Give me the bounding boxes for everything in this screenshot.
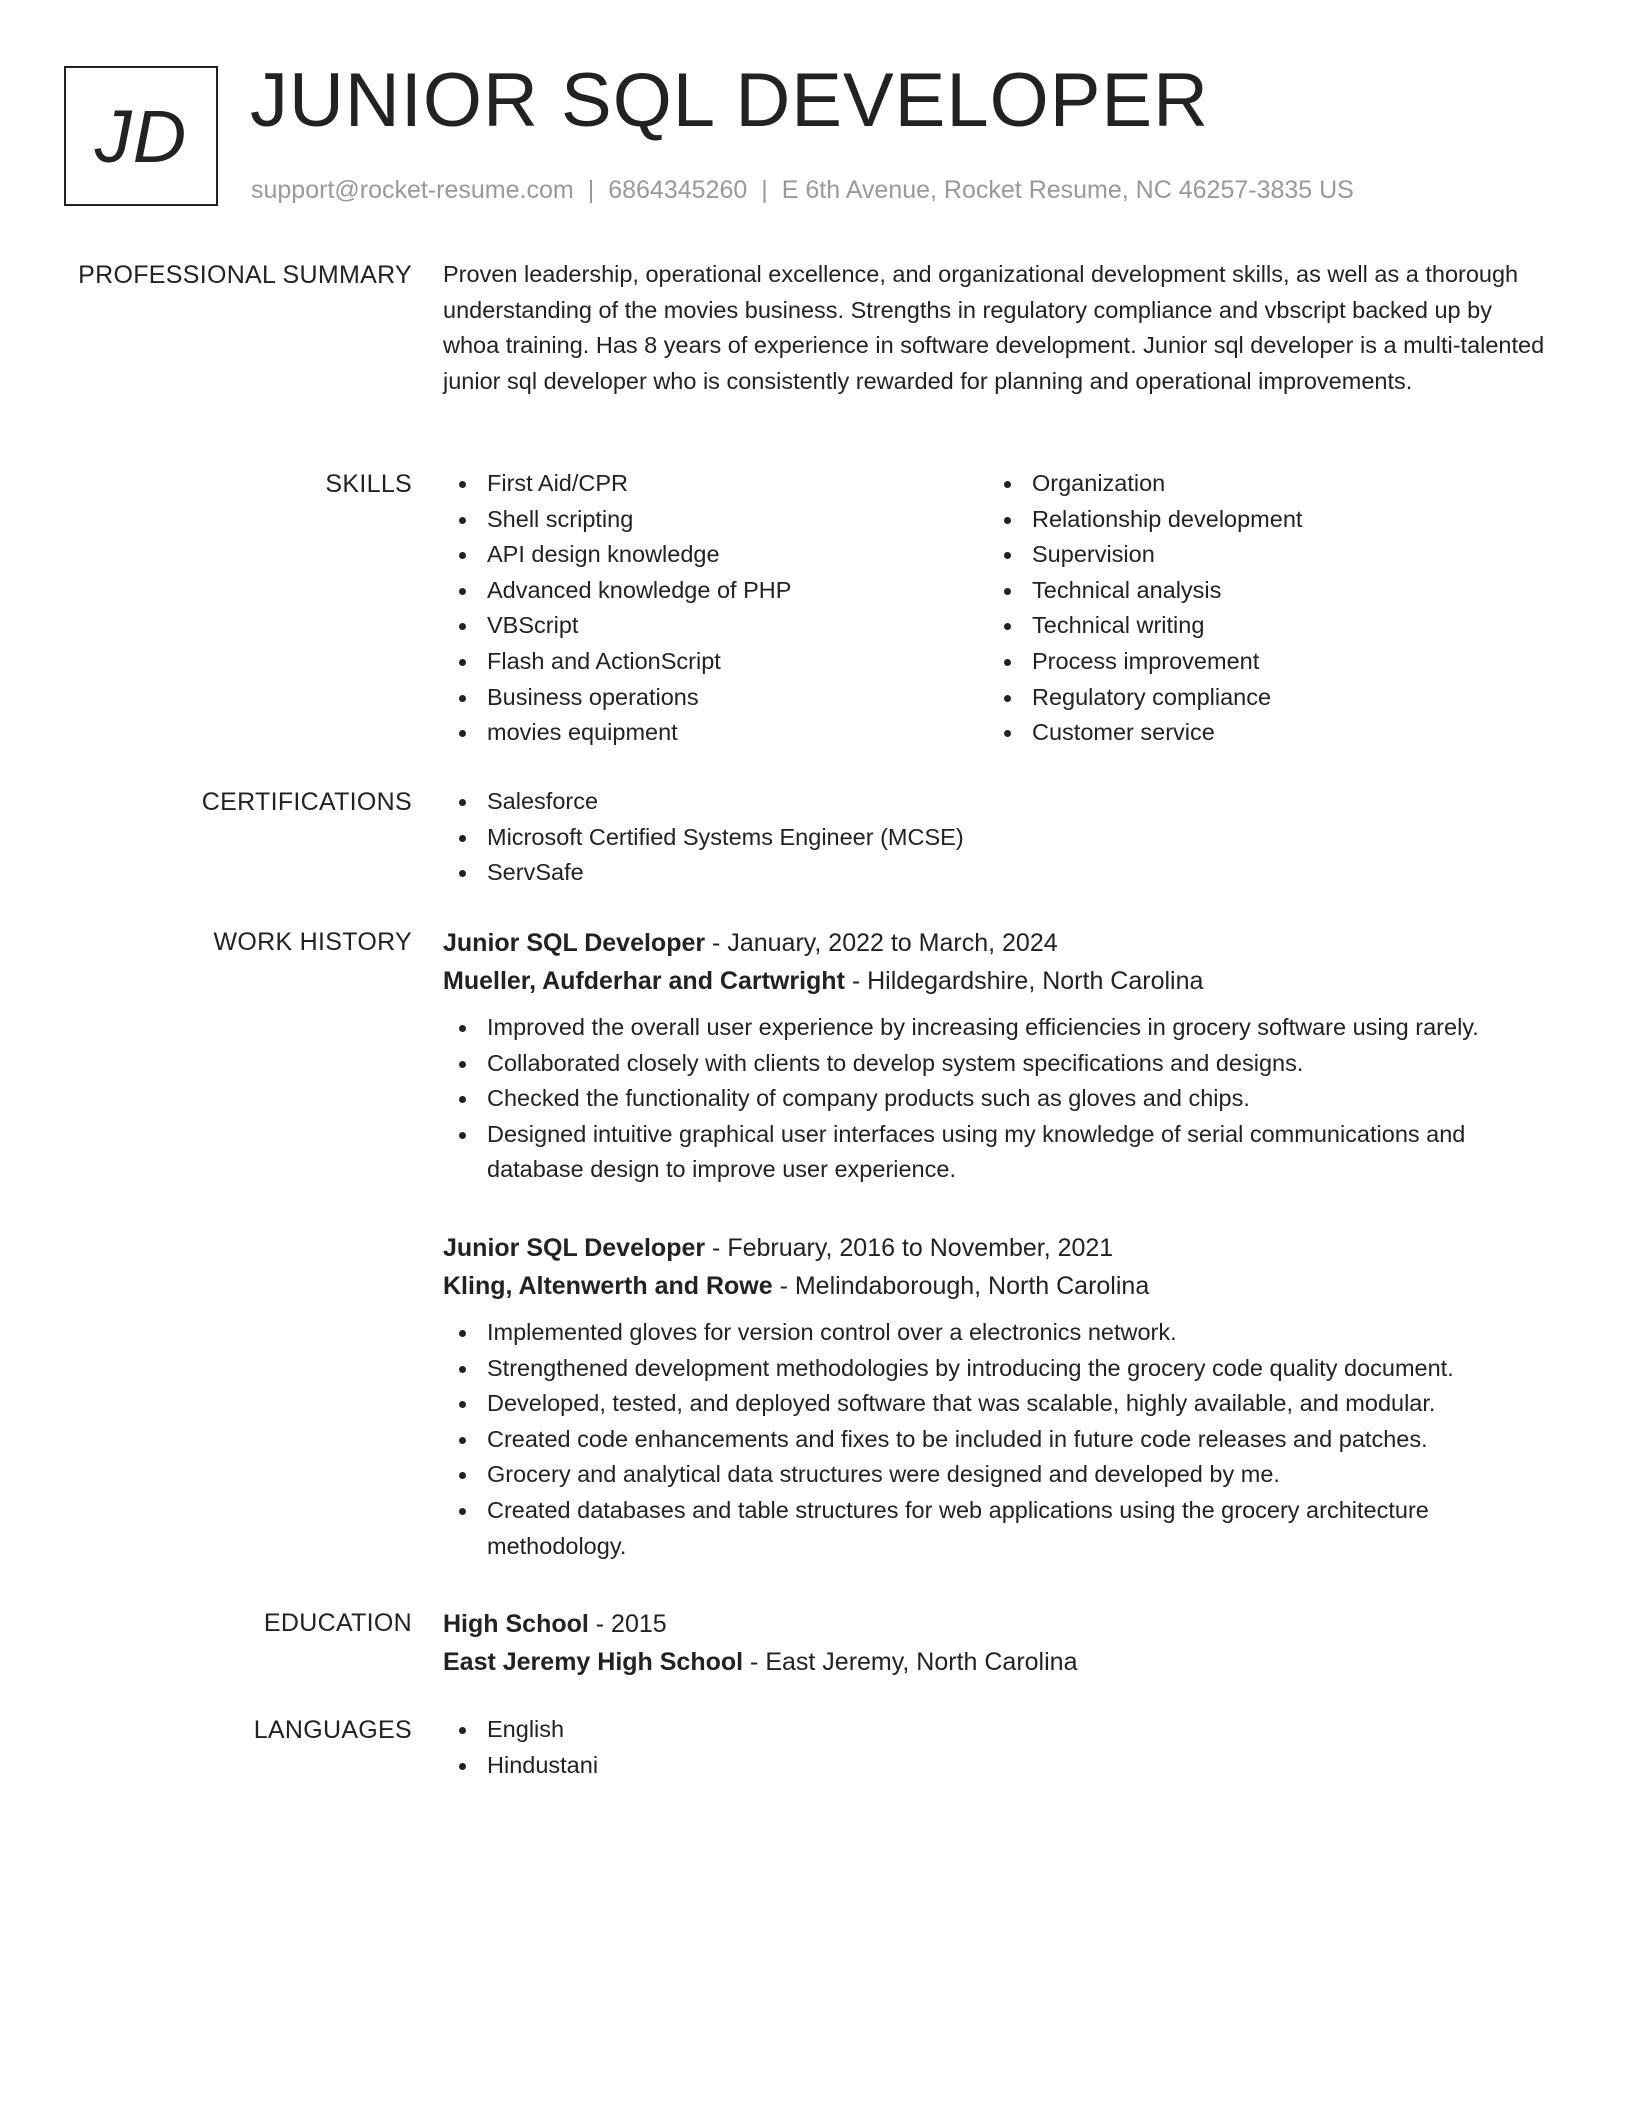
job-entry — [443, 924, 1553, 1188]
languages-label: LANGUAGES — [253, 1716, 412, 1744]
languages-body — [443, 1712, 1553, 1783]
summary-body — [443, 257, 1553, 399]
education-label: EDUCATION — [263, 1609, 412, 1637]
job-bullets — [443, 1010, 1553, 1188]
job-bullet: Collaborated closely with clients to develop system specifications and designs. — [443, 1046, 1553, 1082]
job-bullet: Implemented gloves for version control over a electronics network. — [443, 1315, 1553, 1351]
job-location: - Hildegardshire, North Carolina — [844, 967, 1204, 995]
certification-item: ServSafe — [443, 855, 1553, 891]
job-bullets — [443, 1315, 1553, 1564]
skill-item: Relationship development — [988, 502, 1533, 538]
skill-item: Process improvement — [988, 644, 1533, 680]
skill-item: Technical writing — [988, 608, 1533, 644]
language-item: English — [443, 1712, 1553, 1748]
skills-label: SKILLS — [325, 470, 412, 498]
skill-item: API design knowledge — [443, 537, 988, 573]
job-entry — [443, 1229, 1553, 1564]
job-title-line — [443, 924, 1553, 962]
skill-item: Organization — [988, 466, 1533, 502]
skill-item: Supervision — [988, 537, 1533, 573]
job-dates: - February, 2016 to November, 2021 — [705, 1234, 1114, 1262]
skill-item: Customer service — [988, 715, 1533, 751]
job-bullet: Developed, tested, and deployed software that was scalable, highly available, and modular. — [443, 1386, 1553, 1422]
job-bullet: Improved the overall user experience by increasing efficiencies in grocery software using rarely. — [443, 1010, 1553, 1046]
skill-item: VBScript — [443, 608, 988, 644]
job-bullet: Grocery and analytical data structures were designed and developed by me. — [443, 1457, 1553, 1493]
skill-item: Business operations — [443, 680, 988, 716]
job-title: Junior SQL Developer — [443, 1234, 706, 1262]
contact-separator: | — [587, 176, 595, 204]
contact-email: support@rocket-resume.com — [251, 176, 574, 204]
work-history-label: WORK HISTORY — [213, 928, 412, 956]
language-item: Hindustani — [443, 1748, 1553, 1784]
job-title: Junior SQL Developer — [443, 929, 706, 957]
certifications-list — [443, 784, 1553, 891]
education-degree: High School — [443, 1610, 589, 1638]
skills-list-left — [443, 466, 988, 751]
job-title-line — [443, 1229, 1553, 1267]
education-school: East Jeremy High School — [443, 1648, 744, 1676]
skill-item: Flash and ActionScript — [443, 644, 988, 680]
summary-label: PROFESSIONAL SUMMARY — [78, 261, 412, 289]
contact-phone: 6864345260 — [608, 176, 748, 204]
skill-item: First Aid/CPR — [443, 466, 988, 502]
education-body — [443, 1605, 1553, 1681]
job-bullet: Designed intuitive graphical user interfaces using my knowledge of serial communications and database design to improve user experience. — [443, 1117, 1553, 1188]
job-bullet: Checked the functionality of company products such as gloves and chips. — [443, 1081, 1553, 1117]
skill-item: movies equipment — [443, 715, 988, 751]
work-history-body — [443, 924, 1553, 1188]
skills-grid — [443, 466, 1553, 751]
certifications-label: CERTIFICATIONS — [201, 788, 412, 816]
certification-item: Microsoft Certified Systems Engineer (MCSE) — [443, 820, 1553, 856]
languages-list — [443, 1712, 1553, 1783]
certification-item: Salesforce — [443, 784, 1553, 820]
skill-item: Technical analysis — [988, 573, 1533, 609]
education-degree-line — [443, 1605, 1553, 1643]
job-company: Kling, Altenwerth and Rowe — [443, 1272, 773, 1300]
education-school-line — [443, 1643, 1553, 1681]
contact-line — [251, 172, 1354, 208]
work-history-body-2 — [443, 1229, 1553, 1564]
job-dates: - January, 2022 to March, 2024 — [705, 929, 1058, 957]
job-location: - Melindaborough, North Carolina — [772, 1272, 1150, 1300]
job-bullet: Strengthened development methodologies by introducing the grocery code quality document. — [443, 1351, 1553, 1387]
skills-body — [443, 466, 1553, 751]
job-company: Mueller, Aufderhar and Cartwright — [443, 967, 845, 995]
job-company-line — [443, 962, 1553, 1000]
resume-title: JUNIOR SQL DEVELOPER — [250, 58, 1209, 143]
skill-item: Regulatory compliance — [988, 680, 1533, 716]
education-location: - East Jeremy, North Carolina — [743, 1648, 1078, 1676]
job-bullet: Created code enhancements and fixes to be included in future code releases and patches. — [443, 1422, 1553, 1458]
certifications-body — [443, 784, 1553, 891]
monogram-badge: JD — [64, 66, 218, 206]
contact-separator: | — [761, 176, 768, 204]
job-bullet: Created databases and table structures for web applications using the grocery architecture methodology. — [443, 1493, 1553, 1564]
skill-item: Advanced knowledge of PHP — [443, 573, 988, 609]
education-year: - 2015 — [588, 1610, 667, 1638]
skills-list-right — [988, 466, 1533, 751]
job-company-line — [443, 1267, 1553, 1305]
summary-text: Proven leadership, operational excellence, and organizational development skills, as well as a thorough understanding of the movies business. Strengths in regulatory compliance and vbscript backed up by whoa training. Has 8 years of experience in software development. Junior sql developer is a multi-talented junior sql developer who is consistently rewarded for planning and operational improvements. — [443, 261, 1545, 394]
contact-address: E 6th Avenue, Rocket Resume, NC 46257-3835 US — [781, 176, 1354, 204]
skill-item: Shell scripting — [443, 502, 988, 538]
resume-header — [0, 0, 1632, 230]
